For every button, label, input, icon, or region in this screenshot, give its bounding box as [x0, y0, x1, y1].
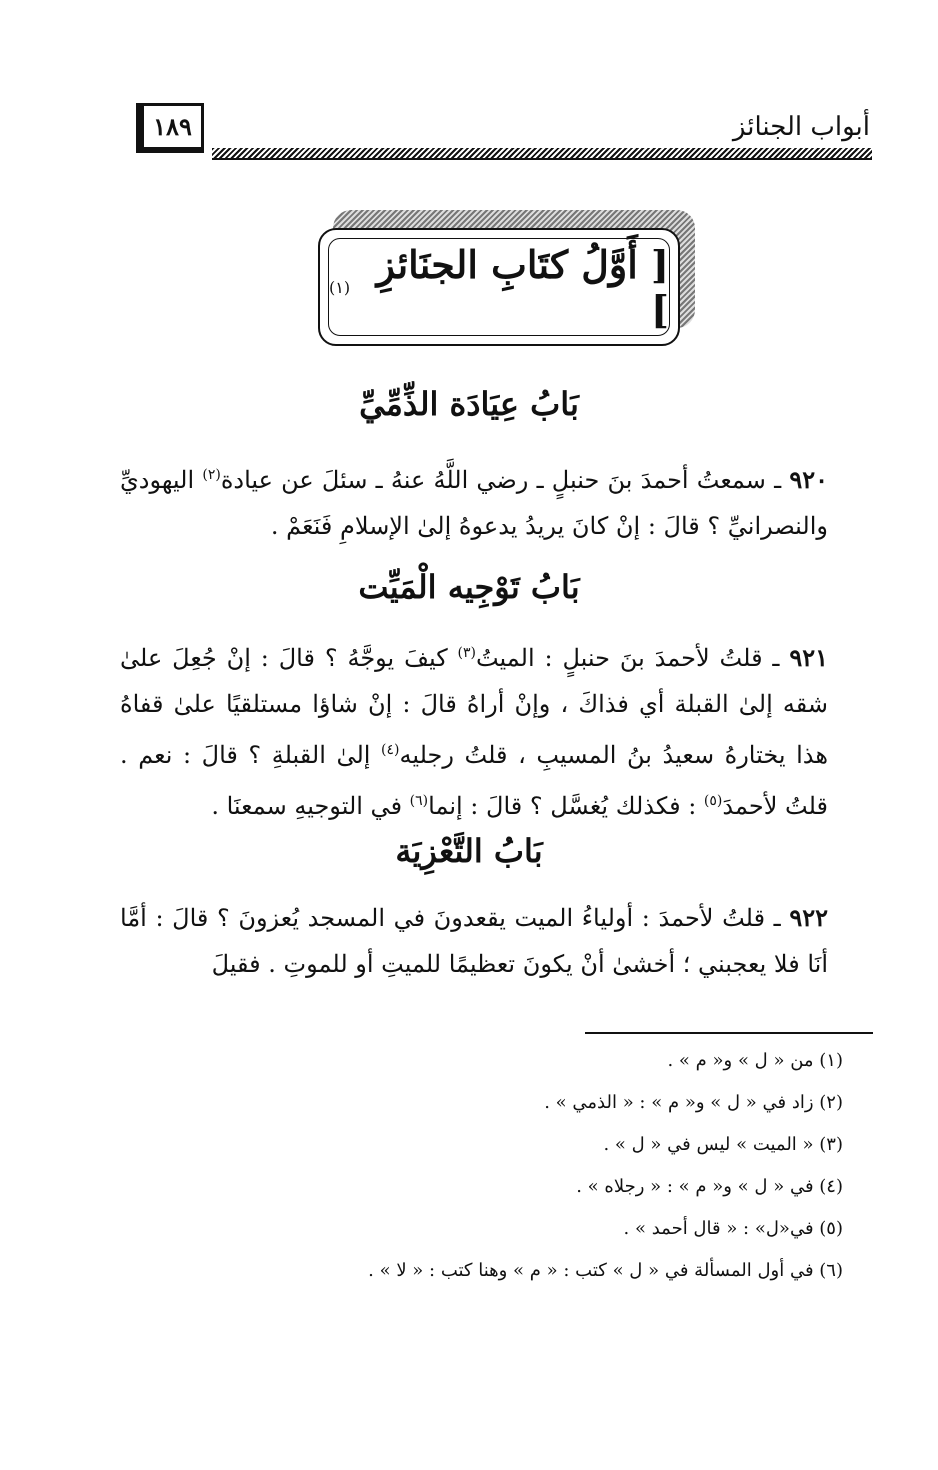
footnote-2: (٢) زاد في « ل » و« م » : « الذمي » .: [544, 1092, 843, 1113]
paragraph-921: [120, 630, 828, 829]
page-number-box: [136, 103, 204, 153]
section-heading-tawjih: بَابُ تَوْجِيه الْمَيِّت: [358, 568, 580, 606]
footnote-1: (١) من « ل » و« م » .: [667, 1050, 843, 1071]
paragraph-920: [120, 452, 828, 549]
section-heading-dhimmi: بَابُ عِيَادَة الذِّمِّيِّ: [359, 385, 579, 423]
running-title: أبواب الجنائز: [732, 112, 870, 142]
section-heading-tazia: بَابُ التَّعْزِيَة: [395, 832, 543, 870]
paragraph-text: ـ سمعتُ أحمدَ بنَ حنبلٍ ـ رضي اللَّهُ عنهُ ـ سئلَ عن عيادة: [220, 466, 790, 494]
footnote-5: (٥) في«ل» : « قال أحمد » .: [623, 1218, 843, 1239]
footnote-ref: (٢): [202, 467, 221, 483]
book-title: [ أَوَّلُ كتَابِ الجنَائزِ ]: [376, 242, 669, 332]
paragraph-text: اليهوديِّ والنصرانيِّ ؟ قالَ : إنْ كانَ يريدُ يدعوهُ إلىٰ الإسلامِ فَنَعَمْ .: [120, 466, 828, 540]
footnote-ref: (٦): [409, 793, 429, 809]
footnote-3: (٣) « الميت » ليس في « ل » .: [603, 1134, 843, 1155]
paragraph-text: إلىٰ القبلةِ ؟ قالَ : نعم . قلتُ لأحمدَ: [120, 741, 828, 820]
entry-number: ٩٢٢: [789, 903, 828, 932]
paragraph-text: ـ قلتُ لأحمدَ بنَ حنبلٍ : الميتُ: [475, 644, 790, 672]
footnote-6: (٦) في أول المسألة في « ل » كتب : « م » وهنا كتب : « لا » .: [368, 1260, 843, 1281]
title-frame: [318, 228, 680, 346]
entry-number: ٩٢١: [789, 643, 829, 672]
paragraph-text: كيفَ يوجَّهُ ؟ قالَ : إنْ جُعِلَ علىٰ شقه إلىٰ القبلة أي فذاكَ ، وإنْ أراهُ قالَ : إنْ شاؤا مستلقيًا علىٰ قفاهُ هذا يختارهُ سعيدُ بنُ المسيبِ ، قلتُ رجليه: [120, 644, 828, 769]
paragraph-922: [120, 895, 828, 987]
header-rule: [212, 148, 872, 160]
footnote-ref: (٣): [457, 645, 476, 661]
paragraph-text: ـ قلتُ لأحمدَ : أولياءُ الميت يقعدونَ في المسجد يُعزونَ ؟ قالَ : أمَّا أنَا فلا يعجبني ؛ أخشىٰ أنْ يكونَ تعظيمًا للميتِ أو للموتِ . فقيلَ: [120, 904, 828, 978]
footnote-ref: (٥): [703, 793, 723, 809]
page-number: ١٨٩: [153, 112, 192, 141]
entry-number: ٩٢٠: [789, 465, 828, 494]
title-footnote-marker: (١): [329, 277, 351, 297]
footnote-4: (٤) في « ل » و« م » : « رجلاه » .: [576, 1176, 843, 1197]
footnotes: [243, 1040, 843, 1292]
title-inner-frame: [328, 238, 670, 336]
paragraph-text: : فكذلك يُغسَّل ؟ قالَ : إنما: [428, 792, 704, 820]
paragraph-text: في التوجيهِ سمعنَا .: [211, 792, 410, 820]
footnote-ref: (٤): [381, 742, 400, 758]
footnote-separator: [585, 1032, 873, 1034]
